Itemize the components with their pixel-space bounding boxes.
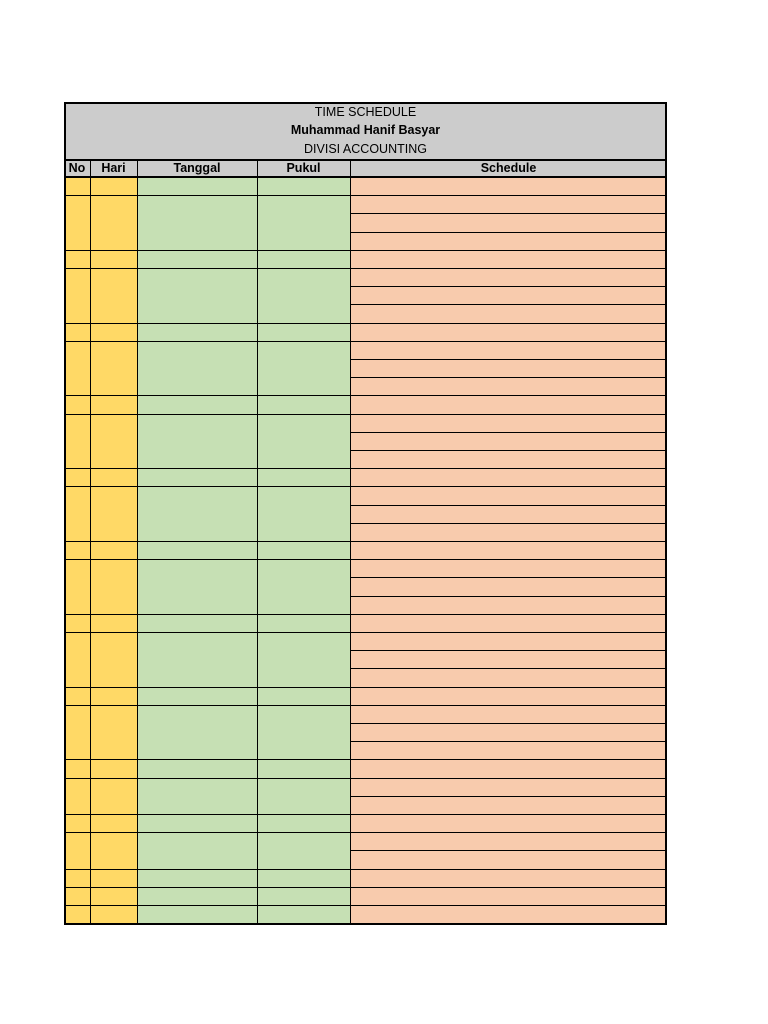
hari-cell [90,341,137,396]
row-divider [64,268,667,269]
row-divider [64,778,667,779]
row-divider [64,705,667,706]
column-header-schedule: Schedule [480,161,537,175]
pukul-cell [257,195,350,250]
header-divider [64,159,667,161]
pukul-cell [257,250,350,268]
row-divider [64,395,667,396]
tanggal-cell [137,705,257,760]
hari-cell [90,486,137,541]
schedule-sub-divider [350,213,667,214]
hari-cell [90,177,137,195]
tanggal-cell [137,778,257,814]
schedule-sub-divider [350,232,667,233]
row-divider [64,486,667,487]
column-divider [90,159,91,923]
schedule-cell [350,614,667,632]
column-header-hari: Hari [101,161,126,175]
pukul-cell [257,887,350,905]
pukul-cell [257,869,350,887]
row-divider [64,323,667,324]
pukul-cell [257,905,350,923]
schedule-sub-divider [350,505,667,506]
tanggal-cell [137,468,257,486]
hari-cell [90,832,137,868]
schedule-cell [350,177,667,195]
column-divider [257,159,258,923]
no-cell [64,887,90,905]
no-cell [64,541,90,559]
schedule-sub-divider [350,723,667,724]
schedule-sub-divider [350,286,667,287]
hari-cell [90,869,137,887]
row-divider [64,341,667,342]
pukul-cell [257,632,350,687]
schedule-cell [350,559,667,614]
tanggal-cell [137,905,257,923]
schedule-cell [350,887,667,905]
tanggal-cell [137,341,257,396]
column-header-no: No [68,161,86,175]
schedule-cell [350,250,667,268]
division-name: DIVISI ACCOUNTING [304,142,427,156]
pukul-cell [257,778,350,814]
pukul-cell [257,832,350,868]
row-divider [64,250,667,251]
pukul-cell [257,341,350,396]
hari-cell [90,778,137,814]
tanggal-cell [137,541,257,559]
no-cell [64,832,90,868]
schedule-cell [350,395,667,413]
tanggal-cell [137,414,257,469]
schedule-sub-divider [350,668,667,669]
pukul-cell [257,323,350,341]
row-divider [64,195,667,196]
pukul-cell [257,268,350,323]
schedule-cell [350,687,667,705]
tanggal-cell [137,869,257,887]
row-divider [64,905,667,906]
pukul-cell [257,486,350,541]
tanggal-cell [137,614,257,632]
pukul-cell [257,414,350,469]
hari-cell [90,814,137,832]
pukul-cell [257,541,350,559]
pukul-cell [257,468,350,486]
hari-cell [90,705,137,760]
row-divider [64,814,667,815]
row-divider [64,887,667,888]
no-cell [64,705,90,760]
no-cell [64,414,90,469]
tanggal-cell [137,687,257,705]
schedule-cell [350,341,667,396]
no-cell [64,687,90,705]
hari-cell [90,559,137,614]
no-cell [64,250,90,268]
pukul-cell [257,759,350,777]
row-divider [64,687,667,688]
schedule-cell [350,814,667,832]
row-divider [64,632,667,633]
table-right-border [665,102,667,924]
no-cell [64,778,90,814]
hari-cell [90,395,137,413]
schedule-cell [350,268,667,323]
tanggal-cell [137,268,257,323]
tanggal-cell [137,486,257,541]
schedule-sub-divider [350,450,667,451]
hari-cell [90,195,137,250]
no-cell [64,486,90,541]
schedule-sub-divider [350,850,667,851]
time-schedule-table [64,102,667,945]
tanggal-cell [137,632,257,687]
schedule-cell [350,541,667,559]
schedule-sub-divider [350,432,667,433]
no-cell [64,395,90,413]
hari-cell [90,905,137,923]
column-header-divider [64,176,667,178]
pukul-cell [257,614,350,632]
schedule-cell [350,468,667,486]
row-divider [64,559,667,560]
schedule-sub-divider [350,359,667,360]
table-left-border [64,102,66,924]
hari-cell [90,687,137,705]
schedule-cell [350,705,667,760]
tanggal-cell [137,250,257,268]
column-divider [350,159,351,923]
pukul-cell [257,559,350,614]
pukul-cell [257,705,350,760]
hari-cell [90,268,137,323]
column-header-tanggal: Tanggal [173,161,221,175]
hari-cell [90,323,137,341]
no-cell [64,632,90,687]
column-divider [137,159,138,923]
schedule-cell [350,759,667,777]
no-cell [64,177,90,195]
schedule-cell [350,486,667,541]
tanggal-cell [137,177,257,195]
no-cell [64,559,90,614]
pukul-cell [257,395,350,413]
no-cell [64,814,90,832]
schedule-sub-divider [350,523,667,524]
schedule-sub-divider [350,304,667,305]
tanggal-cell [137,559,257,614]
row-divider [64,759,667,760]
pukul-cell [257,814,350,832]
tanggal-cell [137,195,257,250]
hari-cell [90,759,137,777]
hari-cell [90,468,137,486]
row-divider [64,468,667,469]
row-divider [64,414,667,415]
tanggal-cell [137,887,257,905]
row-divider [64,614,667,615]
hari-cell [90,887,137,905]
row-divider [64,832,667,833]
employee-name: Muhammad Hanif Basyar [290,123,441,137]
row-divider [64,541,667,542]
row-divider [64,869,667,870]
tanggal-cell [137,323,257,341]
hari-cell [90,414,137,469]
no-cell [64,195,90,250]
schedule-cell [350,323,667,341]
schedule-sub-divider [350,596,667,597]
schedule-cell [350,905,667,923]
table-bottom-border [64,923,667,925]
tanggal-cell [137,814,257,832]
schedule-sub-divider [350,650,667,651]
hari-cell [90,614,137,632]
column-header-pukul: Pukul [286,161,321,175]
schedule-sub-divider [350,577,667,578]
hari-cell [90,632,137,687]
hari-cell [90,541,137,559]
no-cell [64,905,90,923]
no-cell [64,614,90,632]
schedule-sub-divider [350,796,667,797]
schedule-cell [350,414,667,469]
no-cell [64,869,90,887]
table-top-border [64,102,667,104]
pukul-cell [257,687,350,705]
tanggal-cell [137,832,257,868]
no-cell [64,268,90,323]
schedule-cell [350,195,667,250]
pukul-cell [257,177,350,195]
title-line-1: TIME SCHEDULE [314,105,417,119]
no-cell [64,323,90,341]
schedule-sub-divider [350,377,667,378]
no-cell [64,468,90,486]
schedule-cell [350,869,667,887]
hari-cell [90,250,137,268]
no-cell [64,759,90,777]
schedule-cell [350,632,667,687]
schedule-sub-divider [350,741,667,742]
tanggal-cell [137,759,257,777]
no-cell [64,341,90,396]
tanggal-cell [137,395,257,413]
